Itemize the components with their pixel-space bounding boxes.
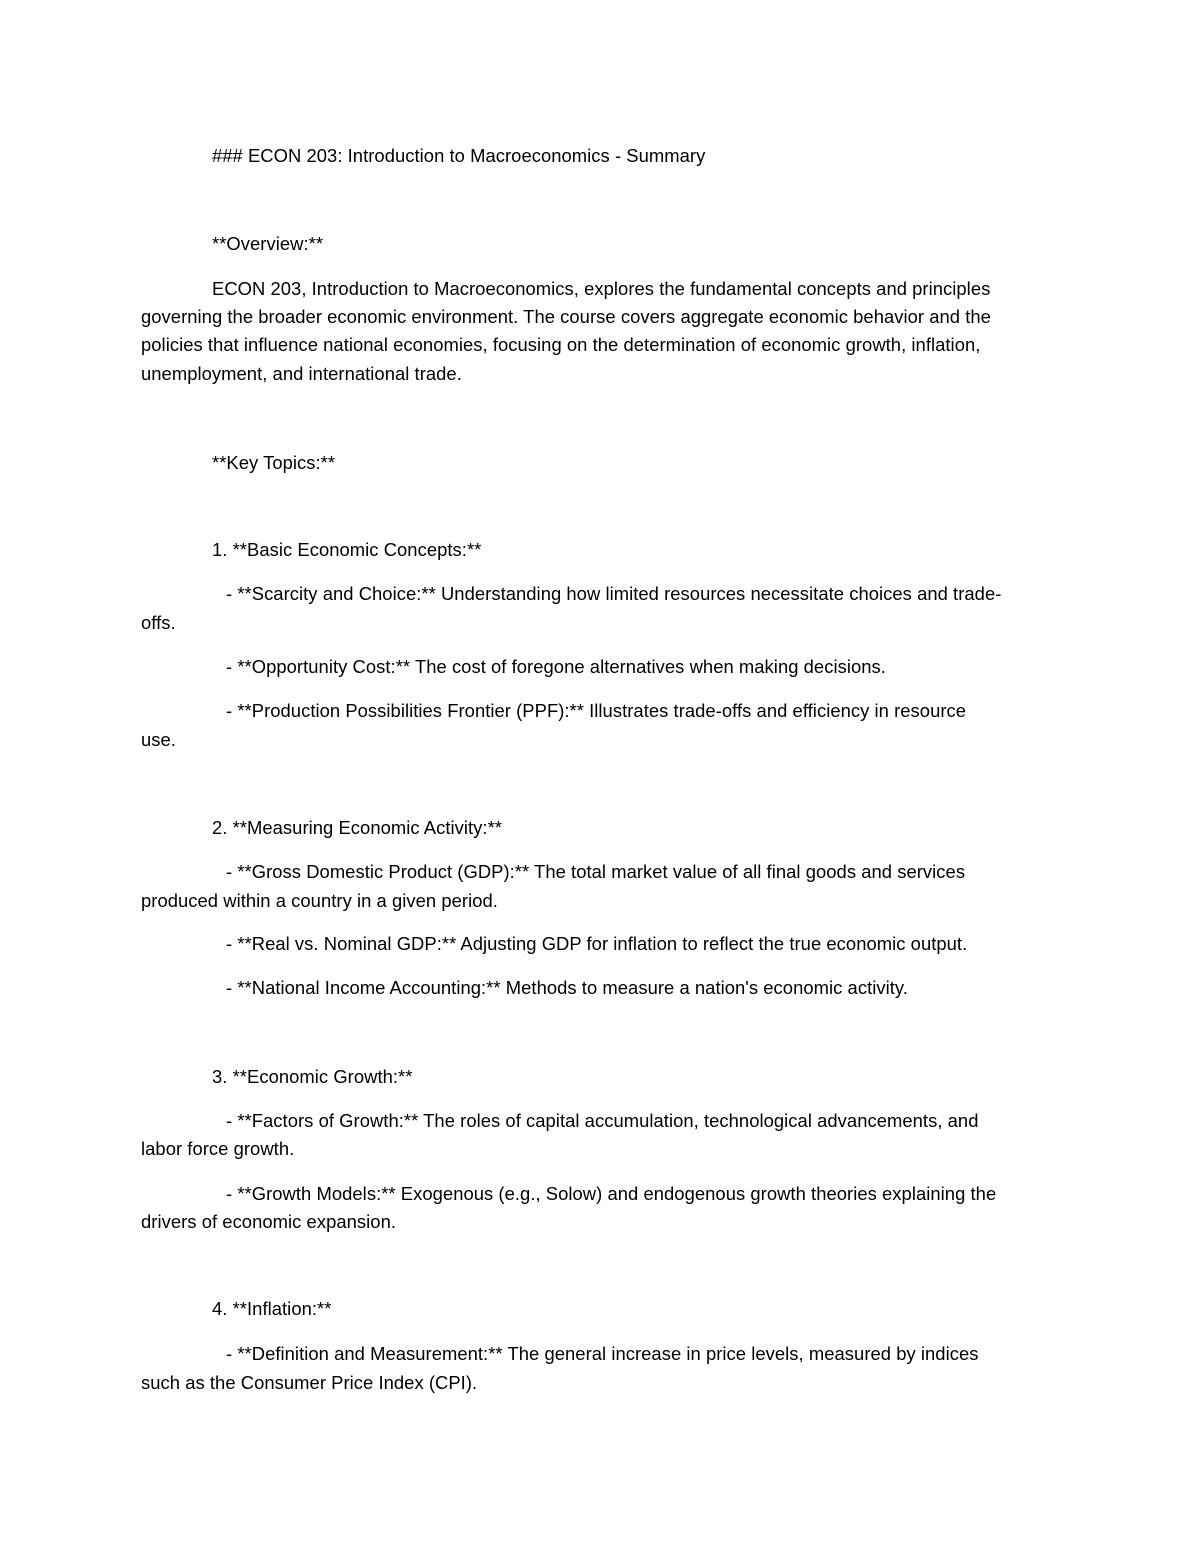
list-item-line: offs. [141,612,176,633]
overview-line: unemployment, and international trade. [141,363,462,384]
list-item-line: - **Production Possibilities Frontier (PPF):** Illustrates trade-offs and efficiency in resource [226,700,967,721]
section-heading: 4. **Inflation:** [212,1298,332,1319]
list-item-line: use. [141,729,176,750]
overview-line: ECON 203, Introduction to Macroeconomics, explores the fundamental concepts and principles [212,278,991,299]
list-item-line: - **Real vs. Nominal GDP:** Adjusting GDP for inflation to reflect the true economic output. [226,933,968,954]
section-heading: 1. **Basic Economic Concepts:** [212,539,482,560]
list-item-line: - **Growth Models:** Exogenous (e.g., Solow) and endogenous growth theories explaining the [226,1183,997,1204]
list-item-line: labor force growth. [141,1138,295,1159]
section-heading: 3. **Economic Growth:** [212,1066,413,1087]
overview-line: policies that influence national economies, focusing on the determination of economic growth, inflation, [141,334,981,355]
list-item-line: - **Opportunity Cost:** The cost of foregone alternatives when making decisions. [226,656,886,677]
key-topics-heading: **Key Topics:** [212,452,336,473]
list-item-line: such as the Consumer Price Index (CPI). [141,1372,478,1393]
list-item-line: - **Gross Domestic Product (GDP):** The total market value of all final goods and services [226,861,966,882]
section-heading: 2. **Measuring Economic Activity:** [212,817,502,838]
list-item-line: - **National Income Accounting:** Methods to measure a nation's economic activity. [226,977,908,998]
list-item-line: - **Definition and Measurement:** The general increase in price levels, measured by indices [226,1343,979,1364]
list-item-line: - **Scarcity and Choice:** Understanding how limited resources necessitate choices and trade- [226,583,1002,604]
list-item-line: produced within a country in a given period. [141,890,498,911]
list-item-line: drivers of economic expansion. [141,1211,397,1232]
overview-line: governing the broader economic environment. The course covers aggregate economic behavior and the [141,306,991,327]
list-item-line: - **Factors of Growth:** The roles of capital accumulation, technological advancements, and [226,1110,979,1131]
overview-heading: **Overview:** [212,233,324,254]
document-title: ### ECON 203: Introduction to Macroeconomics - Summary [212,145,706,166]
